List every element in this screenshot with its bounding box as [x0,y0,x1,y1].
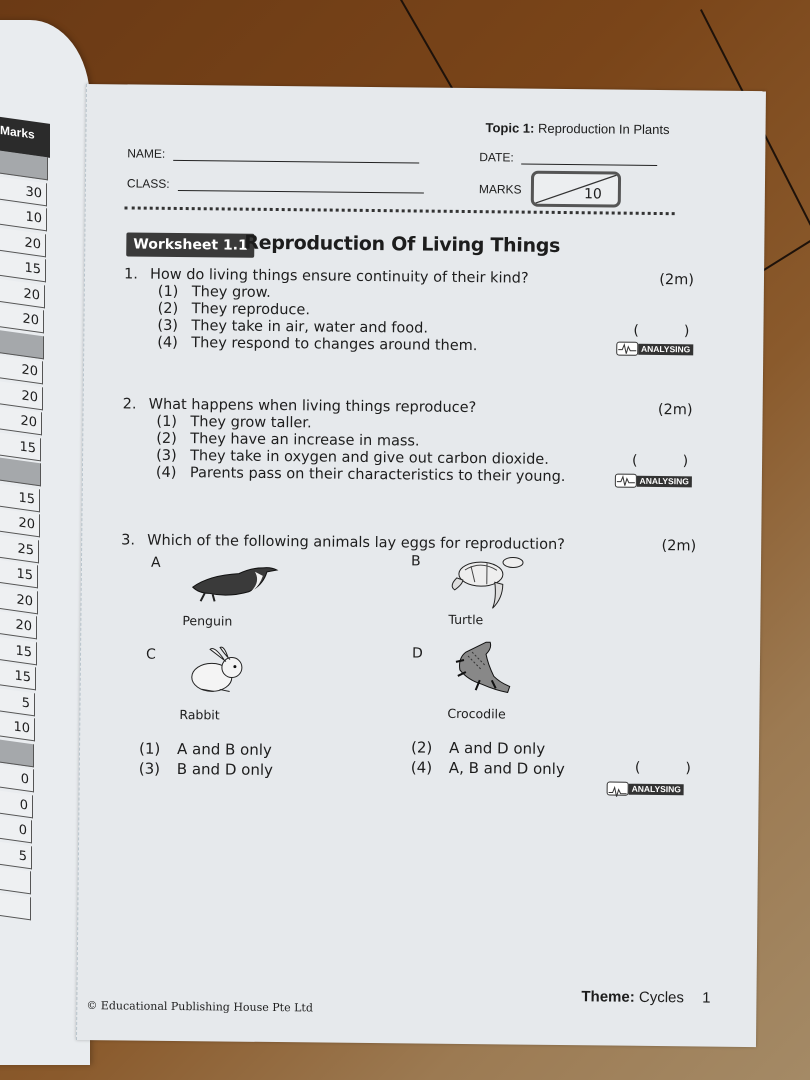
analysing-icon [616,342,638,356]
answer-bracket[interactable]: ( ) [632,452,689,470]
marks-cell [0,890,31,920]
marks-cell: 20 [0,227,46,257]
analysing-icon [615,474,637,488]
question-number: 2. [122,396,137,413]
penguin-icon [189,561,279,604]
option[interactable]: (2) They have an increase in mass. [156,430,420,450]
animal-label-rabbit: Rabbit [179,707,220,723]
marks-box[interactable] [531,171,621,208]
question-marks: (2m) [659,272,695,289]
marks-cell: 20 [0,380,43,410]
marks-cell: 20 [0,610,37,640]
name-label: NAME: [127,146,166,161]
option[interactable]: (1) They grow taller. [156,413,312,432]
option-letter-d: D [411,645,423,662]
marks-cell: 0 [0,788,33,818]
marks-cell: 15 [0,482,40,512]
theme-name: Cycles [638,988,685,1007]
question-2 [122,396,693,487]
option[interactable]: (1) They grow. [157,283,271,301]
marks-cell: 5 [0,839,32,869]
question-text: How do living things ensure continuity of their kind? [149,266,529,287]
question-marks: (2m) [661,538,697,555]
option-letter-b: B [410,553,421,570]
marks-cell [0,737,34,767]
theme-footer [581,988,710,1006]
page-number: 1 [702,989,711,1007]
question-number: 1. [123,266,138,283]
option[interactable]: (2) They reproduce. [157,300,311,319]
name-line[interactable] [173,149,419,164]
marks-cell: 0 [0,814,32,844]
date-field[interactable] [479,150,658,166]
topic-name: Reproduction In Plants [537,120,670,138]
class-field[interactable] [127,176,424,193]
marks-header: Marks [0,116,50,158]
marks-cell: 15 [0,253,46,283]
analysing-icon [607,781,629,795]
marks-cell: 30 [0,176,47,206]
option[interactable]: (1) A and B only [138,739,272,759]
animal-label-penguin: Penguin [182,613,233,629]
option[interactable]: (3) They take in oxygen and give out carbon dioxide. [156,447,549,468]
marks-cell: 5 [0,686,35,716]
option[interactable]: (4) They respond to changes around them. [157,334,478,355]
marks-cell: 15 [0,635,37,665]
skill-badge: ANALYSING [607,781,684,796]
topic-label: Topic 1: [485,120,535,136]
crocodile-icon [452,640,517,697]
question-text: What happens when living things reproduce? [148,396,477,417]
worksheet-title: Reproduction Of Living Things [244,231,561,257]
marks-cell: 15 [0,559,38,589]
option[interactable]: (2) A and D only [410,738,546,758]
option-letter-c: C [145,646,156,663]
copyright-notice: © Educational Publishing House Pte Ltd [86,999,313,1015]
marks-cell [0,457,41,487]
marks-cell: 10 [0,712,35,742]
date-label: DATE: [479,150,514,165]
option[interactable]: (3) They take in air, water and food. [157,317,429,337]
marks-cell: 20 [0,355,43,385]
answer-bracket[interactable]: ( ) [633,322,690,340]
marks-cell: 20 [0,304,44,334]
turtle-icon [447,554,528,611]
worksheet-tag: Worksheet 1.1 [126,232,255,257]
marks-cell: 20 [0,584,38,614]
option[interactable]: (4) Parents pass on their characteristics to their young. [155,464,566,486]
skill-badge: ANALYSING [615,474,692,489]
q3-options-right [411,737,565,779]
question-1 [123,266,694,357]
rabbit-icon [184,645,249,698]
dotted-divider [125,206,675,215]
marks-divider-icon [534,174,618,205]
question-3 [121,532,696,555]
skill-badge: ANALYSING [616,342,693,357]
marks-cell: 15 [0,661,36,691]
option[interactable]: (3) B and D only [138,759,274,779]
marks-cell: 10 [0,202,47,232]
animal-label-turtle: Turtle [448,611,484,628]
date-line[interactable] [522,153,658,166]
name-field[interactable] [127,146,419,163]
marks-cell: 20 [0,508,40,538]
marks-total: 10 [583,186,602,203]
class-label: CLASS: [126,176,170,191]
marks-cell [0,865,31,895]
topic-heading [485,120,669,137]
marks-cell: 20 [0,278,45,308]
option-letter-a: A [150,554,161,571]
class-line[interactable] [178,179,424,194]
q3-options-left [139,739,274,780]
marks-cell [0,329,44,359]
marks-cell: 25 [0,533,39,563]
option[interactable]: (4) A, B and D only [410,758,565,779]
answer-bracket[interactable]: ( ) [634,759,691,777]
marks-cell: 15 [0,431,41,461]
question-marks: (2m) [657,402,693,419]
worksheet-page [76,84,766,1047]
animal-label-crocodile: Crocodile [447,705,506,722]
marks-cell: 20 [0,406,42,436]
theme-label: Theme: [581,988,635,1006]
marks-cell: 0 [0,763,34,793]
marks-label: MARKS [478,182,522,197]
question-text: Which of the following animals lay eggs for reproduction? [147,532,565,554]
question-number: 3. [121,532,136,549]
